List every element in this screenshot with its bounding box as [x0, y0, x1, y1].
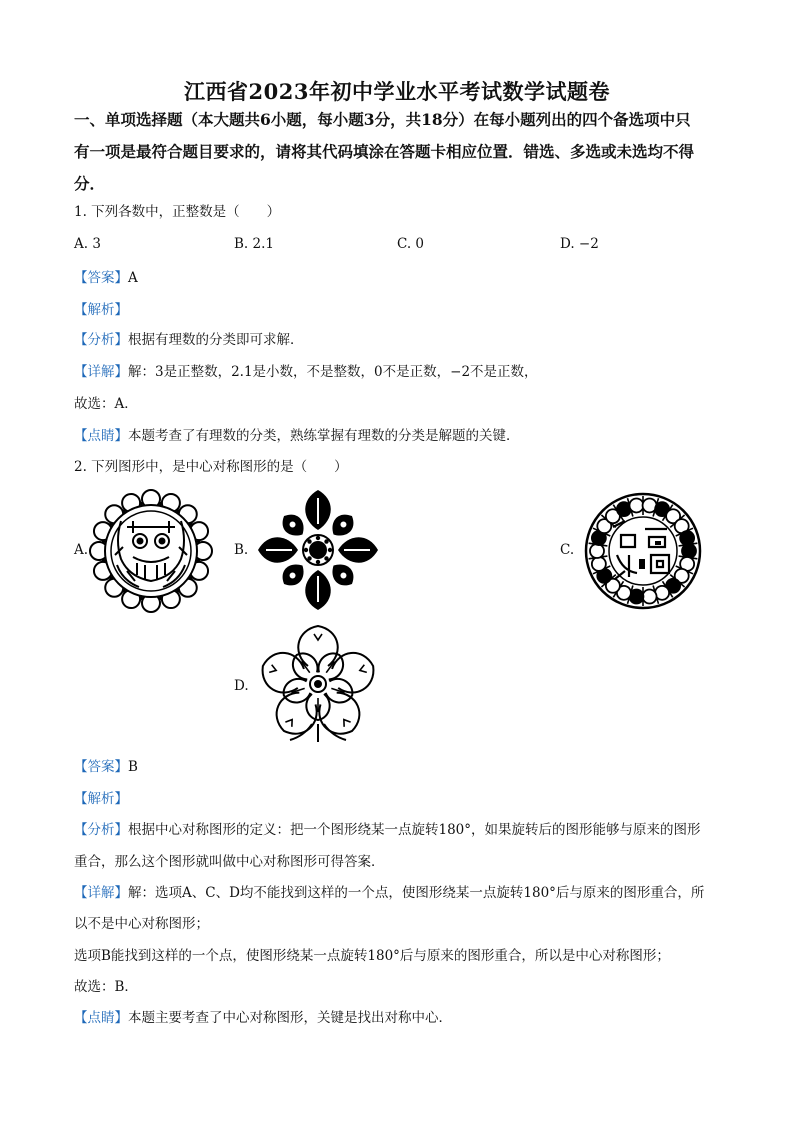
q2-figure-a-seal	[92, 492, 210, 610]
section-instructions-line1: 一、单项选择题（本大题共6小题，每小题3分，共18分）在每小题列出的四个备选项中只	[74, 110, 691, 129]
q2-dianjing: 本题主要考查了中心对称图形，关键是找出对称中心．	[128, 1010, 452, 1026]
q2-label-b: B.	[234, 542, 249, 558]
q2-fenxi-line1	[74, 818, 701, 838]
q2-figure-c-seal	[584, 492, 702, 610]
q1-option-a: A. 3	[74, 236, 101, 252]
q2-xiangjie-tag: 【详解】	[74, 885, 128, 901]
q1-xiangjie: 解：3是正整数，2.1是小数，不是整数，0不是正数，−2不是正数，	[128, 364, 538, 380]
q1-dianjing-tag: 【点睛】	[74, 428, 128, 444]
q2-fenxi-line2: 重合，那么这个图形就叫做中心对称图形可得答案．	[74, 854, 385, 870]
section-instructions-line3: 分．	[74, 174, 106, 193]
q1-fenxi-line	[74, 328, 304, 348]
q2-dianjing-line	[74, 1006, 452, 1026]
q1-jiexi-tag: 【解析】	[74, 302, 128, 318]
q2-xiangjie-1: 解：选项A、C、D均不能找到这样的一个点，使图形绕某一点旋转180°后与原来的图形重合，所	[128, 885, 705, 901]
q2-answer: B	[128, 759, 138, 775]
q1-option-c: C. 0	[397, 236, 425, 252]
q1-fenxi-tag: 【分析】	[74, 332, 128, 348]
q1-dianjing: 本题考查了有理数的分类，熟练掌握有理数的分类是解题的关键．	[128, 428, 520, 444]
q2-dianjing-tag: 【点睛】	[74, 1010, 128, 1026]
q2-label-a: A.	[74, 542, 89, 558]
q2-label-d: D.	[234, 678, 249, 694]
q2-xiangjie-line2: 以不是中心对称图形；	[74, 916, 209, 932]
q2-jiexi-tag: 【解析】	[74, 791, 128, 807]
q1-fenxi: 根据有理数的分类即可求解．	[128, 332, 304, 348]
page-title: 江西省2023年初中学业水平考试数学试题卷	[184, 79, 610, 104]
q1-xiangjie-line	[74, 360, 538, 380]
q2-fenxi-tag: 【分析】	[74, 822, 128, 838]
q1-option-d: D. −2	[560, 236, 599, 252]
q2-label-c: C.	[560, 542, 575, 558]
q1-answer-line	[74, 266, 138, 286]
q2-xiangjie-line1	[74, 881, 704, 901]
q1-answer: A	[128, 270, 138, 286]
q2-figure-d-rose	[256, 622, 380, 746]
q1-guxuan: 故选：A．	[74, 396, 138, 412]
section-instructions-line2: 有一项是最符合题目要求的，请将其代码填涂在答题卡相应位置．错选、多选或未选均不得	[74, 142, 695, 161]
q2-guxuan: 故选：B．	[74, 979, 138, 995]
q1-option-b: B. 2.1	[234, 236, 274, 252]
q2-figure-b-flower	[256, 488, 380, 612]
q1-stem: 1. 下列各数中，正整数是（ ）	[74, 204, 281, 220]
q2-fenxi-1: 根据中心对称图形的定义：把一个图形绕某一点旋转180°，如果旋转后的图形能够与原来的图形	[128, 822, 701, 838]
q2-answer-line	[74, 755, 138, 775]
q1-xiangjie-tag: 【详解】	[74, 364, 128, 380]
q1-answer-tag: 【答案】	[74, 270, 128, 286]
q1-dianjing-line	[74, 424, 520, 444]
q2-stem: 2. 下列图形中，是中心对称图形的是（ ）	[74, 459, 348, 475]
q2-answer-tag: 【答案】	[74, 759, 128, 775]
q2-xiangjie-line3: 选项B能找到这样的一个点，使图形绕某一点旋转180°后与原来的图形重合，所以是中心对称图形；	[74, 948, 670, 964]
